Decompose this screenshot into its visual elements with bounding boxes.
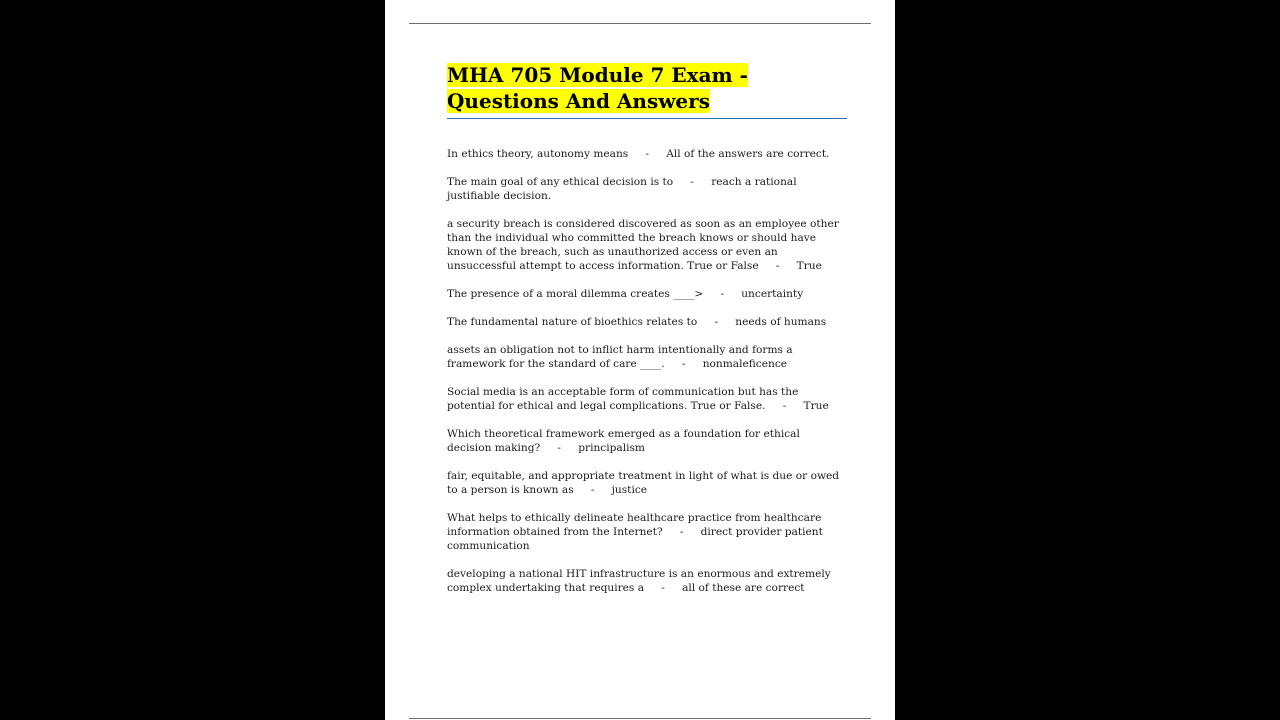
separator: - (690, 176, 694, 188)
document-title (447, 62, 847, 114)
qa-item (447, 567, 847, 595)
page-content (447, 62, 847, 609)
separator: - (679, 526, 684, 538)
question-text: fair, equitable, and appropriate treatment in light of what is due or owed to a person is known as (447, 470, 840, 496)
question-text: developing a national HIT infrastructure is an enormous and extremely complex undertaking that requires a (447, 568, 831, 594)
question-text: Which theoretical framework emerged as a foundation for ethical decision making? (447, 428, 800, 454)
answer-text: All of the answers are correct. (666, 148, 830, 160)
answer-text: uncertainty (741, 288, 804, 300)
qa-item (447, 469, 847, 497)
header-rule (409, 23, 871, 24)
question-text: What helps to ethically delineate healthcare practice from healthcare information obtained from the Internet? (447, 512, 822, 538)
separator: - (681, 358, 686, 370)
answer-text: nonmaleficence (702, 358, 788, 370)
answer-text: direct provider patient communication (447, 526, 823, 552)
qa-item (447, 343, 847, 371)
qa-item (447, 385, 847, 413)
answer-text: True (803, 400, 829, 412)
separator: - (645, 148, 650, 160)
question-text: The fundamental nature of bioethics relates to (447, 316, 698, 328)
answer-text: all of these are correct (682, 582, 805, 594)
separator: - (714, 316, 719, 328)
question-text: The presence of a moral dilemma creates ____> (447, 288, 704, 300)
question-text: Social media is an acceptable form of communication but has the potential for ethical and legal complications. True or False. (447, 386, 799, 412)
separator: - (782, 400, 787, 412)
footer-rule (409, 718, 871, 719)
question-text: In ethics theory, autonomy means (447, 148, 629, 160)
qa-item (447, 315, 847, 329)
separator: - (720, 288, 725, 300)
separator: - (557, 442, 562, 454)
document-page (385, 0, 895, 720)
separator: - (775, 260, 780, 272)
qa-item (447, 287, 847, 301)
answer-text: needs of humans (735, 316, 827, 328)
answer-text: principalism (578, 442, 645, 454)
qa-item (447, 147, 847, 161)
title-highlight: MHA 705 Module 7 Exam - Questions And Answers (447, 63, 748, 113)
separator: - (661, 582, 665, 594)
qa-item (447, 175, 847, 203)
question-text: The main goal of any ethical decision is to (447, 176, 674, 188)
qa-item (447, 217, 847, 273)
answer-text: reach a rational justifiable decision. (447, 176, 797, 202)
qa-item (447, 511, 847, 553)
question-text: assets an obligation not to inflict harm intentionally and forms a framework for the standard of care ____. (447, 344, 793, 370)
answer-text: True (796, 260, 822, 272)
question-text: a security breach is considered discovered as soon as an employee other than the individual who committed the breach knows or should have known of the breach, such as unauthorized access or even an unsuccessful attempt to access information. True or False (447, 218, 839, 272)
qa-item (447, 427, 847, 455)
separator: - (590, 484, 595, 496)
answer-text: justice (611, 484, 648, 496)
title-block (447, 62, 847, 119)
